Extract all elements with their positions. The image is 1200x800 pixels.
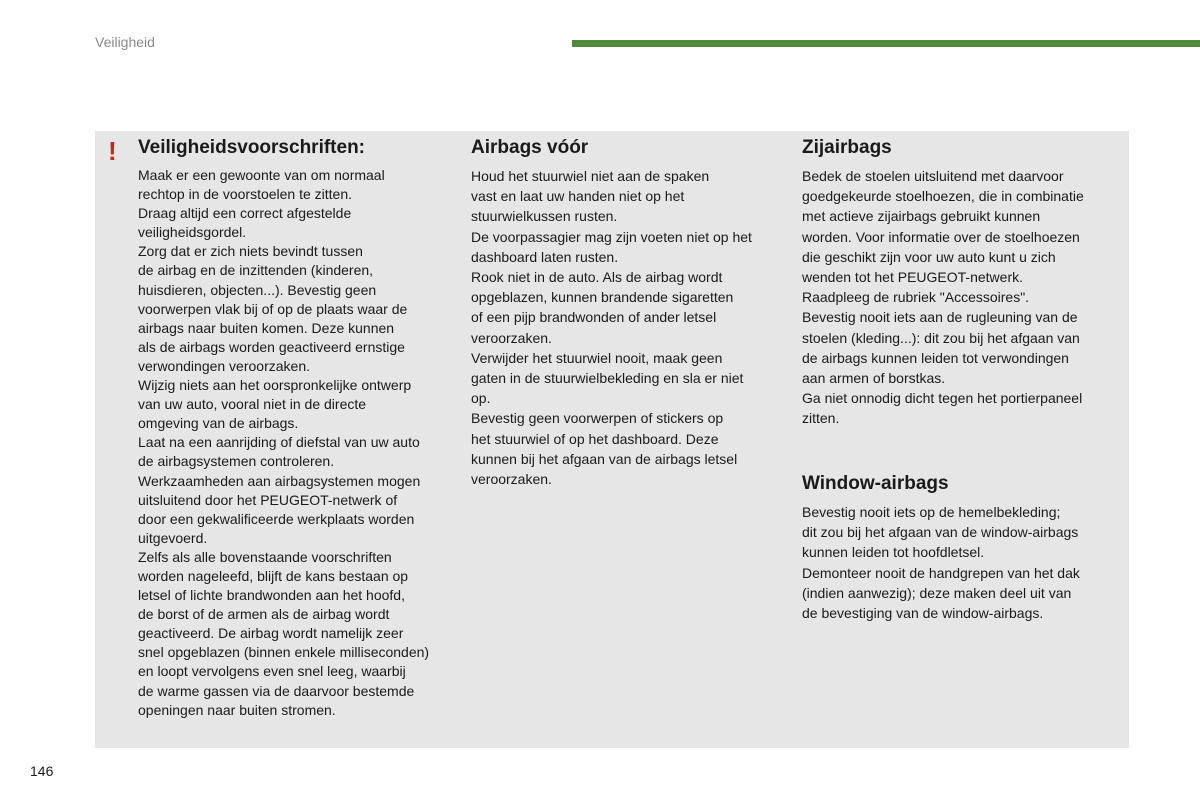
side-airbags-title: Zijairbags: [802, 137, 892, 158]
warning-icon: !: [108, 136, 117, 166]
safety-rules-column: [138, 136, 460, 720]
front-airbags-column: [471, 136, 789, 489]
front-airbags-title: Airbags vóór: [471, 137, 589, 158]
safety-rules-text: Maak er een gewoonte van om normaal rechtop in de voorstoelen te zitten. Draag altijd een correct afgestelde veiligheidsgordel. Zorg dat er zich niets bevindt tussen de airbag en de inzittenden (kinderen, huisdieren, objecten...). Bevestig geen voorwerpen vlak bij of op de plaats waar de airbags naar buiten komen. Deze kunnen als de airbags worden geactiveerd ernstige verwondingen veroorzaken. Wijzig niets aan het oorspronkelijke ontwerp van uw auto, vooral niet in de directe omgeving van de airbags. Laat na een aanrijding of diefstal van uw auto de airbagsystemen controleren. Werkzaamheden aan airbagsystemen mogen uitsluitend door het PEUGEOT-netwerk of door een gekwalificeerde werkplaats worden uitgevoerd. Zelfs als alle bovenstaande voorschriften worden nageleefd, blijft de kans bestaan op letsel of lichte brandwonden aan het hoofd, de borst of de armen als de airbag wordt geactiveerd. De airbag wordt namelijk zeer snel opgeblazen (binnen enkele milliseconden) en loopt vervolgens even snel leeg, waarbij de warme gassen via de daarvoor bestemde openingen naar buiten stromen.: [138, 167, 430, 718]
page-number: 146: [30, 763, 54, 779]
window-airbags-title: Window-airbags: [802, 473, 949, 494]
safety-rules-title: Veiligheidsvoorschriften:: [138, 137, 365, 158]
side-airbags-text: Bedek de stoelen uitsluitend met daarvoor goedgekeurde stoelhoezen, die in combinatie met actieve zijairbags gebruikt kunnen worden. Voor informatie over de stoelhoezen die geschikt zijn voor uw auto kunt u zich wenden tot het PEUGEOT-netwerk. Raadpleeg de rubriek "Accessoires". Bevestig nooit iets aan de rugleuning van de stoelen (kleding...): dit zou bij het afgaan van de airbags kunnen leiden tot verwondingen aan armen of borstkas. Ga niet onnodig dicht tegen het portierpaneel zitten.: [802, 168, 1084, 427]
section-label: Veiligheid: [95, 34, 155, 50]
window-airbags-text: Bevestig nooit iets op de hemelbekleding; dit zou bij het afgaan van de window-airbags kunnen leiden tot hoofdletsel. Demonteer nooit de handgrepen van het dak (indien aanwezig); deze maken deel uit van de bevestiging van de window-airbags.: [802, 504, 1080, 622]
header-accent-bar: [572, 40, 1200, 47]
side-airbags-column: [802, 136, 1120, 429]
window-airbags-column: [802, 472, 1120, 623]
front-airbags-text: Houd het stuurwiel niet aan de spaken vast en laat uw handen niet op het stuurwielkussen rusten. De voorpassagier mag zijn voeten niet op het dashboard laten rusten. Rook niet in de auto. Als de airbag wordt opgeblazen, kunnen brandende sigaretten of een pijp brandwonden of ander letsel veroorzaken. Verwijder het stuurwiel nooit, maak geen gaten in de stuurwielbekleding en sla er niet op. Bevestig geen voorwerpen of stickers op het stuurwiel of op het dashboard. Deze kunnen bij het afgaan van de airbags letsel veroorzaken.: [471, 168, 752, 488]
